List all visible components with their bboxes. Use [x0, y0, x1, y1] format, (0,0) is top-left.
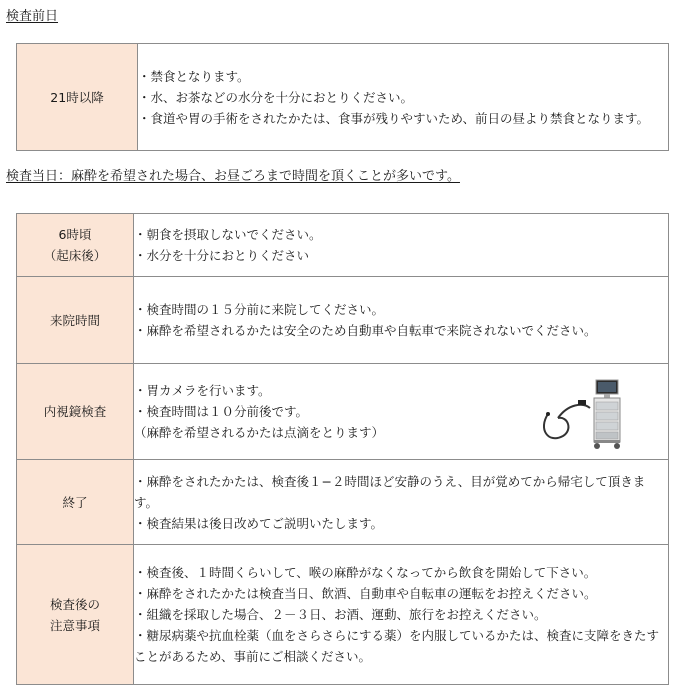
- instruction-line: ・水分を十分におとりください: [134, 248, 310, 263]
- instruction-line: ・麻酔を希望されるかたは安全のため自動車や自転車で来院されないでください。: [134, 323, 597, 338]
- time-label: 6時頃: [58, 227, 92, 242]
- time-label-cell: [17, 364, 134, 460]
- time-label-cell: [17, 214, 134, 277]
- instruction-line: ・糖尿病薬や抗血栓薬（血をさらさらにする薬）を内服しているかたは、検査に支障をきたすことがあるため、事前にご相談ください。: [134, 628, 660, 664]
- table-row: [17, 44, 669, 151]
- instruction-line: （麻酔を希望されるかたは点滴をとります）: [134, 425, 385, 440]
- instruction-cell: [134, 277, 669, 364]
- instruction-line: ・食道や胃の手術をされたかたは、食事が残りやすいため、前日の昼より禁食となります。: [138, 110, 650, 126]
- instruction-line: ・検査時間の１５分前に来院してください。: [134, 302, 385, 317]
- instruction-line: ・水、お茶などの水分を十分におとりください。: [138, 89, 414, 105]
- section-heading-day-before: 検査前日: [6, 9, 59, 24]
- instruction-line: ・検査後、１時間くらいして、喉の麻酔がなくなってから飲食を開始して下さい。: [134, 565, 597, 580]
- instruction-cell: [134, 364, 669, 460]
- instruction-line: ・麻酔をされたかたは検査当日、飲酒、自動車や自転車の運転をお控えください。: [134, 586, 597, 601]
- instruction-line: ・朝食を摂取しないでください。: [134, 227, 322, 242]
- instruction-line: ・麻酔をされたかたは、検査後１−２時間ほど安静のうえ、目が覚めてから帰宅して頂きます。: [134, 473, 646, 510]
- day-before-table: [16, 43, 669, 151]
- instruction-cell: [134, 460, 669, 545]
- instruction-line: ・検査時間は１０分前後です。: [134, 404, 309, 419]
- instruction-cell: [138, 44, 669, 151]
- instruction-cell: [134, 545, 669, 685]
- time-label-cell: [17, 277, 134, 364]
- table-row: [17, 460, 669, 545]
- instruction-line: ・検査結果は後日改めてご説明いたします。: [134, 515, 384, 531]
- exam-day-table: [16, 213, 669, 685]
- table-row: [17, 277, 669, 364]
- instruction-line: ・胃カメラを行います。: [134, 383, 271, 398]
- time-label: 来院時間: [49, 312, 100, 328]
- time-label-cell: [17, 44, 138, 151]
- instruction-line: ・禁食となります。: [138, 68, 250, 84]
- time-label-sub: 注意事項: [49, 617, 100, 633]
- table-row: [17, 545, 669, 685]
- instruction-cell: [134, 214, 669, 277]
- instruction-line: ・組織を採取した場合、２－３日、お酒、運動、旅行をお控えください。: [134, 607, 547, 622]
- time-label: 内視鏡検査: [43, 404, 107, 419]
- time-label: 検査後の: [49, 596, 100, 612]
- endoscopy-equipment-icon: [538, 374, 628, 454]
- time-label-cell: [17, 460, 134, 545]
- section-heading-exam-day: 検査当日：麻酔を希望された場合、お昼ごろまで時間を頂くことが多いです。: [6, 169, 460, 184]
- time-label-cell: [17, 545, 134, 685]
- time-label: 終了: [62, 494, 88, 510]
- time-label: 21時以降: [50, 89, 104, 105]
- table-row: [17, 364, 669, 460]
- table-row: [17, 214, 669, 277]
- time-label-sub: （起床後）: [43, 248, 107, 263]
